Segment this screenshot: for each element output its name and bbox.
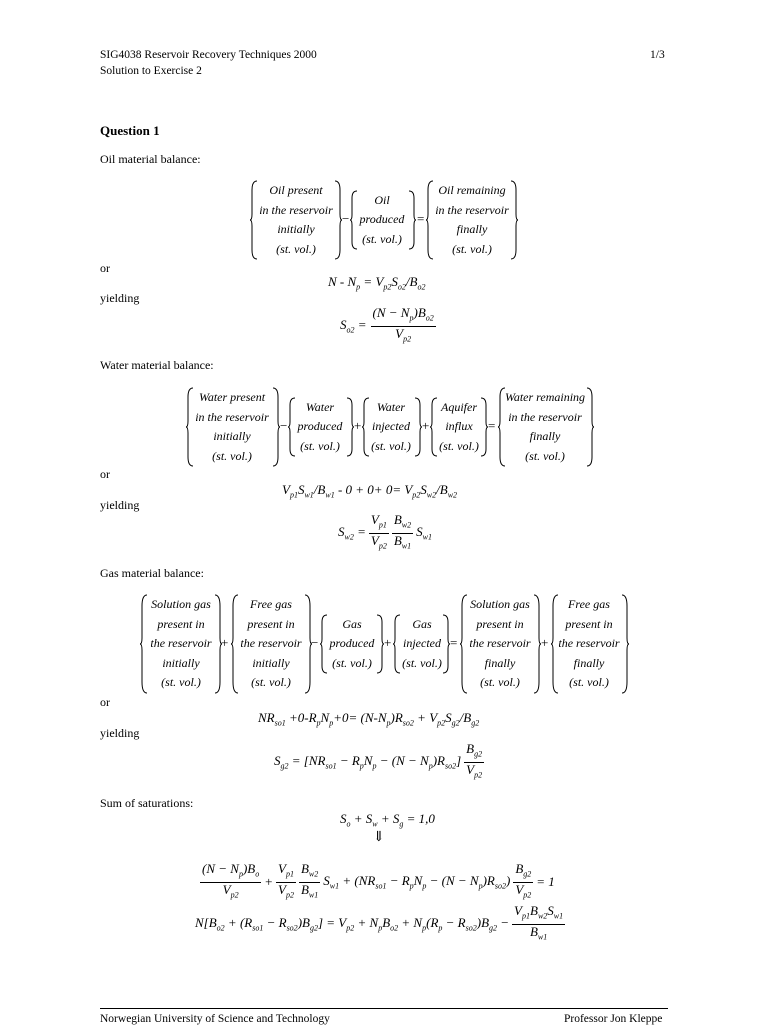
free-gas-final-box: Free gas present in the reservoir finally (st. vol.) xyxy=(558,597,620,690)
sum-heading: Sum of saturations: xyxy=(100,796,194,810)
question-title: Question 1 xyxy=(100,123,160,138)
gas-produced-box: Gas produced (st. vol.) xyxy=(329,616,375,670)
header-subtitle: Solution to Exercise 2 xyxy=(100,65,202,77)
right-brace-icon xyxy=(533,594,541,694)
plus-sign: + xyxy=(354,418,362,433)
water-equation-1: $V_{p1}S_{w1}/B_{w1} - 0 + 0+ 0= V_{p2}S_{w2}/B_{w2}$ xyxy=(282,482,458,500)
gas-equation-1: $NR_{so1} +0-R_pN_p+0= (N-N_p)R_{so2} + V_{p2}S_{g2}/B_{g2}$ xyxy=(258,710,480,728)
water-yielding: yielding xyxy=(100,498,140,512)
footer-author: Professor Jon Kleppe xyxy=(564,1013,663,1025)
footer-rule xyxy=(100,1008,668,1009)
water-heading: Water material balance: xyxy=(100,358,214,372)
water-equation-2: $S_{w2}$ = $\frac{V_{p1}}{V_{p2}}$ $\frac{B_{w2}}{B_{w1}}$ $S_{w1}$ xyxy=(338,512,432,551)
sum-equation-2: $\frac{(N - N_p)B_o}{V_{p2}}$ + $\frac{V_{p1}}{V_{p2}}$ $\frac{B_{w2}}{B_{w1}}$ $S_{w1} + (NR_{so1} - R_pN_p - (N - N_p)R_{so2})$ $\frac{B_{g2}}{V_{p2}}$ = 1 xyxy=(202,861,555,900)
gas-injected-box: Gas injected (st. vol.) xyxy=(402,616,442,670)
water-final-box: Water remaining in the reservoir finally (st. vol.) xyxy=(504,390,586,463)
gas-balance-diagram xyxy=(140,594,630,694)
minus-sign: − xyxy=(280,418,288,433)
equals-sign: = xyxy=(417,211,425,226)
right-brace-icon xyxy=(376,614,384,674)
oil-final-box: Oil remaining in the reservoir finally (st. vol.) xyxy=(435,183,509,256)
right-brace-icon xyxy=(586,387,594,467)
aquifer-influx-box: Aquifer influx (st. vol.) xyxy=(439,399,479,453)
water-initial-box: Water present in the reservoir initially (st. vol.) xyxy=(195,390,269,463)
oil-heading: Oil material balance: xyxy=(100,152,201,166)
free-gas-initial-box: Free gas present in the reservoir initially (st. vol.) xyxy=(240,597,302,690)
water-injected-box: Water injected (st. vol.) xyxy=(371,399,411,453)
plus-sign: + xyxy=(221,635,229,650)
water-balance-diagram xyxy=(186,387,594,467)
right-brace-icon xyxy=(510,180,518,260)
oil-balance-diagram xyxy=(250,180,520,260)
plus-sign: + xyxy=(422,418,430,433)
implies-arrow-icon: ⇓ xyxy=(373,830,385,845)
right-brace-icon xyxy=(480,397,488,457)
right-brace-icon xyxy=(272,387,280,467)
sum-equation-3: $N[B_{o2} + (R_{so1} - R_{so2})B_{g2}] = V_{p2} + N_pB_{o2} + N_p(R_p - R_{so2})B_{g2}$ − $\frac{V_{p1}B_{w2}S_{w1}}{B_{w1}}$ xyxy=(195,903,564,942)
gas-heading: Gas material balance: xyxy=(100,566,204,580)
page-number: 1/3 xyxy=(650,49,665,61)
oil-or: or xyxy=(100,261,110,275)
oil-produced-box: Oil produced (st. vol.) xyxy=(359,192,405,246)
minus-sign: − xyxy=(342,211,350,226)
equals-sign: = xyxy=(450,635,458,650)
oil-equation-1: $N - N_p = V_{p2}S_{o2}/B_{o2}$ xyxy=(328,274,426,292)
right-brace-icon xyxy=(621,594,629,694)
right-brace-icon xyxy=(346,397,354,457)
header-course: SIG4038 Reservoir Recovery Techniques 2000 xyxy=(100,49,317,61)
equals-sign: = xyxy=(488,418,496,433)
plus-sign: + xyxy=(384,635,392,650)
right-brace-icon xyxy=(408,190,416,250)
oil-initial-box: Oil present in the reservoir initially (st. vol.) xyxy=(259,183,333,256)
water-produced-box: Water produced (st. vol.) xyxy=(297,399,343,453)
plus-sign: + xyxy=(541,635,549,650)
footer-institution: Norwegian University of Science and Technology xyxy=(100,1013,330,1025)
oil-equation-2: $S_{o2}$ = $\frac{(N - N_p)B_{o2}}{V_{p2}}$ xyxy=(340,305,434,344)
solution-gas-final-box: Solution gas present in the reservoir finally (st. vol.) xyxy=(469,597,531,690)
water-or: or xyxy=(100,467,110,481)
gas-or: or xyxy=(100,695,110,709)
oil-yielding: yielding xyxy=(100,291,140,305)
right-brace-icon xyxy=(414,397,422,457)
solution-gas-initial-box: Solution gas present in the reservoir initially (st. vol.) xyxy=(150,597,212,690)
gas-yielding: yielding xyxy=(100,726,140,740)
minus-sign: − xyxy=(311,635,319,650)
gas-equation-2: $S_{g2} = [NR_{so1} - R_pN_p - (N - N_p)R_{so2}]$ $\frac{B_{g2}}{V_{p2}}$ xyxy=(274,741,483,780)
right-brace-icon xyxy=(442,614,450,674)
right-brace-icon xyxy=(334,180,342,260)
sum-equation-1: $S_o + S_w + S_g = 1,0$ xyxy=(340,811,435,829)
